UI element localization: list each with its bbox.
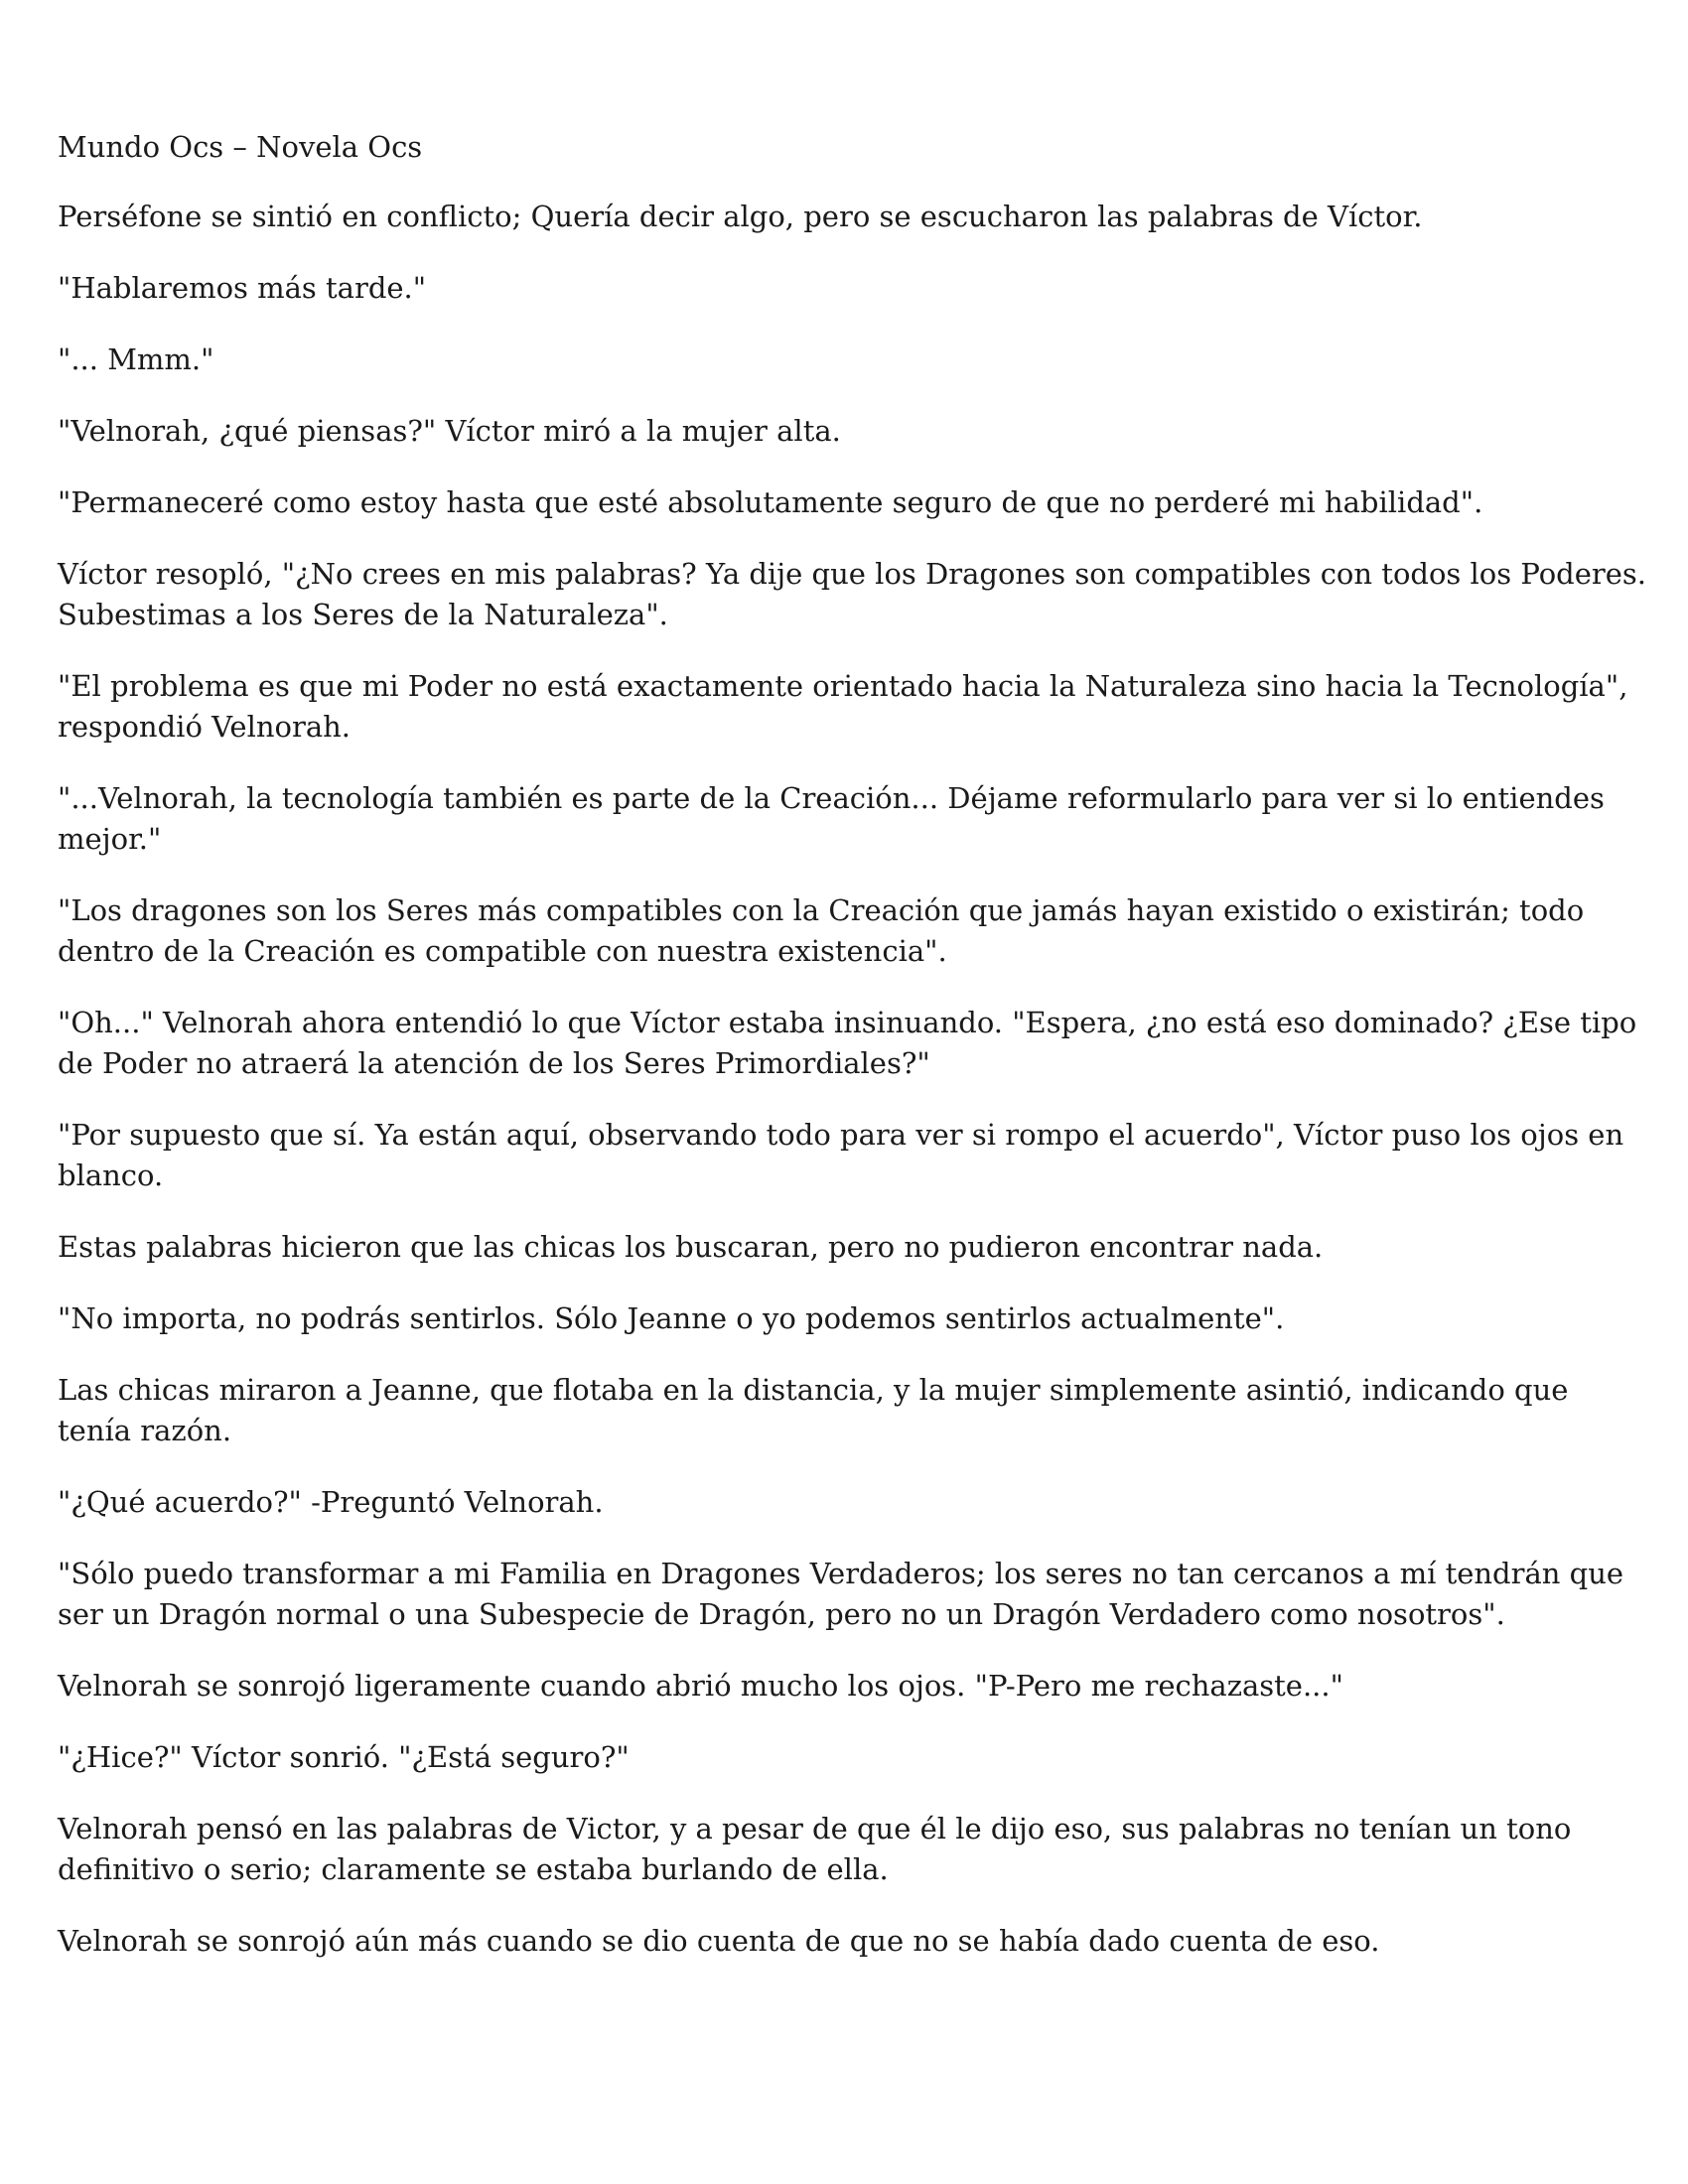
paragraph: "Velnorah, ¿qué piensas?" Víctor miró a la mujer alta.	[58, 414, 841, 448]
paragraph: Perséfone se sintió en conflicto; Quería decir algo, pero se escucharon las palabras de Víctor.	[58, 200, 1423, 233]
paragraph: Víctor resopló, "¿No crees en mis palabras? Ya dije que los Dragones son compatibles con todos los Poderes. Subestimas a los Seres de la Naturaleza".	[58, 557, 1647, 631]
paragraph: Velnorah se sonrojó ligeramente cuando abrió mucho los ojos. "P-Pero me rechazaste..."	[58, 1669, 1343, 1703]
paragraph: "Sólo puedo transformar a mi Familia en Dragones Verdaderos; los seres no tan cercanos a mí tendrán que ser un Dragón normal o una Subespecie de Dragón, pero no un Dragón Verdadero como nosotros".	[58, 1557, 1624, 1631]
paragraph: "...Velnorah, la tecnología también es parte de la Creación... Déjame reformularlo para ver si lo entiendes mejor."	[58, 781, 1605, 856]
paragraph: "No importa, no podrás sentirlos. Sólo Jeanne o yo podemos sentirlos actualmente".	[58, 1301, 1285, 1335]
paragraph: Estas palabras hicieron que las chicas los buscaran, pero no pudieron encontrar nada.	[58, 1230, 1324, 1264]
paragraph: "Permaneceré como estoy hasta que esté absolutamente seguro de que no perderé mi habilidad".	[58, 485, 1483, 519]
paragraph: "Los dragones son los Seres más compatibles con la Creación que jamás hayan existido o existirán; todo dentro de la Creación es compatible con nuestra existencia".	[58, 893, 1585, 968]
paragraph: "¿Qué acuerdo?" -Preguntó Velnorah.	[58, 1485, 604, 1519]
document-page	[58, 127, 1646, 1992]
paragraph: "Hablaremos más tarde."	[58, 271, 427, 305]
paragraph: "Oh..." Velnorah ahora entendió lo que Víctor estaba insinuando. "Espera, ¿no está eso dominado? ¿Ese tipo de Poder no atraerá la atención de los Seres Primordiales?"	[58, 1006, 1637, 1080]
paragraph: "¿Hice?" Víctor sonrió. "¿Está seguro?"	[58, 1740, 630, 1774]
paragraph: Velnorah se sonrojó aún más cuando se dio cuenta de que no se había dado cuenta de eso.	[58, 1924, 1380, 1958]
paragraph: Velnorah pensó en las palabras de Victor, y a pesar de que él le dijo eso, sus palabras no tenían un tono definitivo o serio; claramente se estaba burlando de ella.	[58, 1812, 1572, 1886]
document-header: Mundo Ocs – Novela Ocs	[58, 130, 423, 164]
paragraph: "El problema es que mi Poder no está exactamente orientado hacia la Naturaleza sino hacia la Tecnología", respondió Velnorah.	[58, 669, 1628, 744]
paragraph: "... Mmm."	[58, 342, 214, 376]
paragraph: "Por supuesto que sí. Ya están aquí, observando todo para ver si rompo el acuerdo", Víctor puso los ojos en blanco.	[58, 1118, 1624, 1192]
paragraph: Las chicas miraron a Jeanne, que flotaba en la distancia, y la mujer simplemente asintió, indicando que tenía razón.	[58, 1373, 1569, 1447]
